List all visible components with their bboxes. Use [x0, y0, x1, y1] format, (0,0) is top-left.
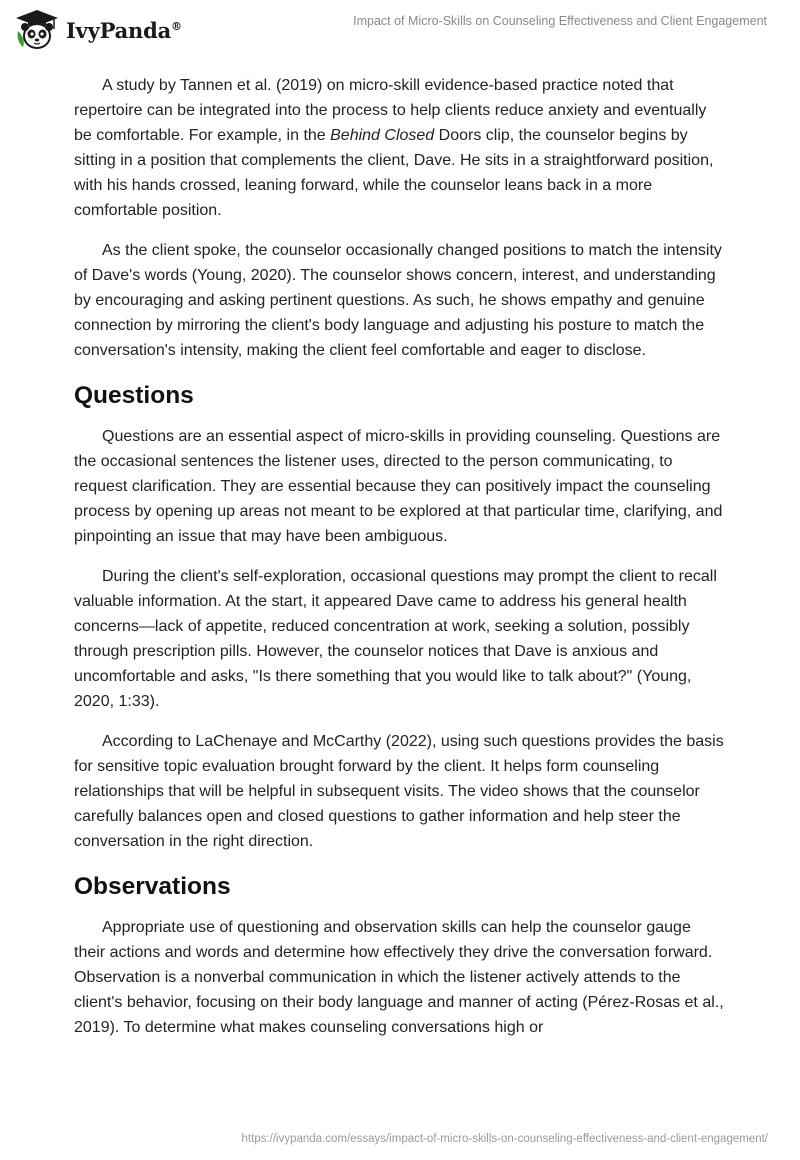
document-title: Impact of Micro-Skills on Counseling Effectiveness and Client Engagement	[353, 14, 767, 28]
essay-body	[74, 73, 724, 1055]
ivypanda-logo[interactable]	[14, 8, 182, 52]
paragraph: As the client spoke, the counselor occasionally changed positions to match the intensity of Dave's words (Young, 2020). The counselor shows concern, interest, and understanding by encouraging and asking pertinent questions. As such, he shows empathy and genuine connection by mirroring the client's body language and adjusting his posture to match the conversation's intensity, making the client feel comfortable and eager to disclose.	[74, 242, 722, 359]
paragraph: Appropriate use of questioning and observation skills can help the counselor gauge their actions and words and determine how effectively they drive the conversation forward. Observation is a nonverbal communication in which the listener actively attends to the client's behavior, focusing on their body language and manner of acting (Pérez-Rosas et al., 2019). To determine what makes counseling conversations high or	[74, 919, 724, 1036]
logo-wordmark: IvyPanda®	[66, 17, 182, 43]
section-heading-questions: Questions	[74, 382, 194, 409]
section-heading-observations: Observations	[74, 873, 231, 900]
paragraph: According to LaChenaye and McCarthy (2022), using such questions provides the basis for sensitive topic evaluation brought forward by the client. It helps form counseling relationships that will be helpful in subsequent visits. The video shows that the counselor carefully balances open and closed questions to gather information and help steer the conversation in the right direction.	[74, 733, 724, 850]
paragraph: Questions are an essential aspect of micro-skills in providing counseling. Questions are the occasional sentences the listener uses, directed to the person communicating, to request clarification. They are essential because they can positively impact the counseling process by opening up areas not meant to be explored at that particular time, clarifying, and pinpointing an issue that may have been ambiguous.	[74, 428, 723, 545]
page-header	[0, 0, 800, 60]
panda-mascot-icon	[14, 9, 60, 51]
source-url-link[interactable]: https://ivypanda.com/essays/impact-of-micro-skills-on-counseling-effectiveness-and-client-engagement/	[241, 1133, 768, 1145]
paragraph: A study by Tannen et al. (2019) on micro-skill evidence-based practice noted that repertoire can be integrated into the process to help clients reduce anxiety and eventually be comfortable. For example, in the Behind Closed Doors clip, the counselor begins by sitting in a position that complements the client, Dave. He sits in a straightforward position, with his hands crossed, leaning forward, while the counselor leans back in a more comfortable position.	[74, 77, 714, 219]
paragraph: During the client's self-exploration, occasional questions may prompt the client to recall valuable information. At the start, it appeared Dave came to address his general health concerns—lack of appetite, reduced concentration at work, seeking a solution, possibly through prescription pills. However, the counselor notices that Dave is anxious and uncomfortable and asks, "Is there something that you would like to talk about?" (Young, 2020, 1:33).	[74, 568, 717, 710]
